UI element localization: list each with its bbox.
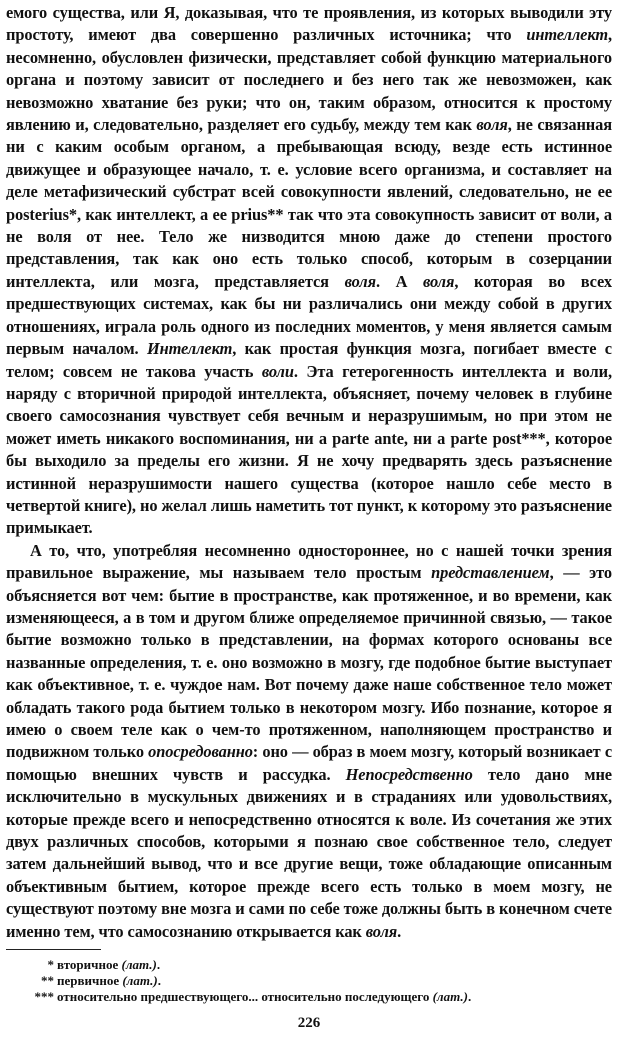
footnote-text: первичное (57, 973, 123, 988)
body-text: А то, что, употребляя несомненно одностороннее, но с нашей точки зрения правильное выражение, мы называем тело простым (6, 540, 612, 583)
body-text: , — это объясняется вот чем: бытие в пространстве, как протяженное, и во времени, как изменяющееся, а в том и другом ближе определяемое причинной связью, — такое бытие возможно только в представлении, на формах которого основаны все названные определения, т. е. оно возможно в мозгу, где подобное бытие выступает как объективное, т. е. чуждое нам. Вот почему даже наше собственное тело может обладать такого рода бытием только в некотором мозгу. Ибо познание, которое я имею о своем теле как о чем-то протяженном, наполняющем пространство и подвижном только (6, 563, 612, 762)
emphasis-text: воля (344, 271, 376, 291)
footnote-end: . (156, 957, 161, 972)
footnote-divider (6, 949, 101, 950)
emphasis-text: Непосредственно (345, 764, 473, 784)
page-number: 226 (297, 1015, 321, 1031)
footnote-lang: (лат.) (432, 989, 468, 1004)
emphasis-text: воля (422, 271, 455, 291)
footnote-end: . (467, 989, 472, 1004)
footnote-lang: (лат.) (121, 957, 157, 972)
emphasis-text: Интеллект (146, 339, 233, 359)
body-text: , которая во всех предшествующих системах, как бы ни различались они между собой в других отношениях, играла роль одного из последних моментов, у меня является самым первым началом. (6, 271, 612, 359)
footnote-lang: (лат.) (122, 973, 158, 988)
body-text: . Эта гетерогенность интеллекта и воли, наряду с вторичной природой интеллекта, объясняет, почему человек в глубине своего самосознания чувствует себя вечным и неразрушимым, но при этом не может иметь никакого воспоминания, ни a parte ante, ни a parte post***, которое бы выходило за пределы его жизни. Я не хочу предварять здесь разъяснение истинной неразрушимости нашего существа (которое нашло себе место в четвертой книге), но желал лишь наметить тот пункт, к которому это разъяснение примыкает. (6, 361, 612, 538)
body-text: , как простая функция мозга, погибает вместе с телом; совсем не такова участь (6, 339, 612, 381)
footnote-end: . (157, 973, 161, 988)
emphasis-text: представлением (431, 563, 550, 583)
footnote-2 (6, 973, 612, 989)
footnote-text: относительно предшествующего... относительно последующего (57, 989, 433, 1004)
body-text: : оно — образ в моем мозгу, который возникает с помощью внешних чувств и рассудка. (6, 742, 612, 784)
emphasis-text: воли (261, 361, 294, 381)
footnotes (6, 957, 612, 1005)
emphasis-text: интеллект (526, 25, 608, 45)
footnote-marker: *** (34, 989, 54, 1004)
body-text: . А (375, 271, 423, 291)
footnote-marker: * (47, 957, 54, 972)
footnote-1 (6, 957, 612, 973)
paragraph-2 (6, 540, 612, 943)
body-text: . (397, 921, 402, 941)
paragraph-1 (6, 2, 612, 540)
footnote-3 (6, 989, 612, 1005)
emphasis-text: воля (476, 115, 508, 135)
emphasis-text: воля (365, 921, 398, 941)
footnote-text: вторичное (57, 957, 122, 972)
emphasis-text: опосредованно (148, 742, 253, 762)
body-text: тело дано мне исключительно в мускульных движениях и в страданиях или удовольствиях, которые прежде всего и непосредственно относятся к воле. Из сочетания же этих двух различных способов, которыми я познаю свое собственное тело, следует затем дальнейший вывод, что и все другие вещи, тоже обладающие описанным объективным бытием, которое прежде всего есть только в моем мозгу, не существуют поэтому вне мозга и сами по себе тоже должны быть в конечном счете именно тем, что самосознанию открывается как (6, 764, 612, 941)
footnote-marker: ** (41, 973, 54, 988)
body-text: , не связанная ни с каким особым органом, а пребывающая всюду, везде есть истинное движущее и образующее начало, т. е. условие всего организма, и составляет на деле метафизический субстрат всей совокупности явлений, следовательно, не ее posterius*, как интеллект, а ее prius** так что эта совокупность зависит от воли, а не воля от нее. Тело же низводится мною даже до степени простого представления, так как оно есть только способ, которым в созерцании интеллекта, или мозга, представляется (6, 115, 612, 291)
body-text: , несомненно, обусловлен физически, представляет собой функцию материального органа и поэтому зависит от последнего и без него так же невозможен, как невозможно хватание без руки; что он, таким образом, относится к простому явлению и, следовательно, разделяет его судьбу, между тем как (6, 25, 612, 135)
body-text: емого существа, или Я, доказывая, что те проявления, из которых выводили эту простоту, имеют два совершенно различных источника; что (6, 3, 612, 45)
page (6, 2, 612, 1031)
